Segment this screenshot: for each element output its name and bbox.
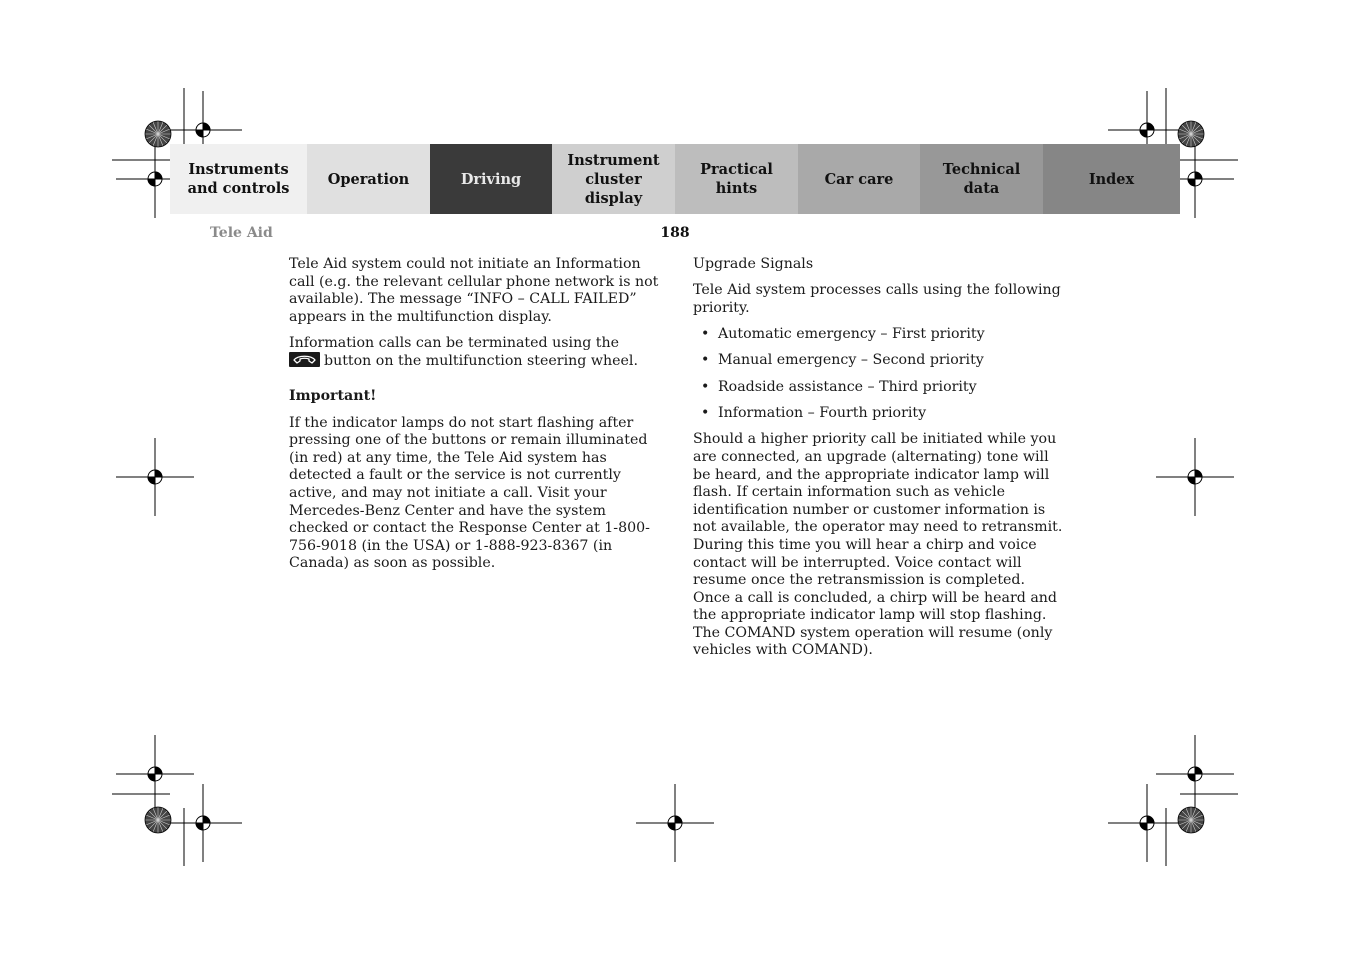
paragraph-info-call-failed: Tele Aid system could not initiate an Information call (e.g. the relevant cellular phone network is not available). The message “INFO – CALL FAILED” appears in the multifunction display.	[289, 256, 659, 325]
list-item: • Information – Fourth priority	[693, 405, 1063, 423]
text-before-icon: Information calls can be terminated using the	[289, 334, 620, 351]
section-tabs	[170, 144, 1180, 214]
section-title: Tele Aid	[210, 225, 273, 241]
tab-technical-data[interactable]	[920, 144, 1043, 214]
tab-label: Practical hints	[700, 161, 773, 197]
tab-label: Operation	[327, 170, 410, 188]
paragraph-priority-intro: Tele Aid system processes calls using the following priority.	[693, 282, 1061, 316]
paragraph-upgrade-details: Should a higher priority call be initiated while you are connected, an upgrade (alternating) tone will be heard, and the appropriate indicator lamp will flash. If certain information such as vehicle identification number or customer information is not available, the operator may need to retransmit. During this time you will hear a chirp and voice contact will be interrupted. Voice contact will resume once the retransmission is completed. Once a call is concluded, a chirp will be heard and the appropriate indicator lamp will stop flashing. The COMAND system operation will resume (only vehicles with COMAND).	[693, 431, 1063, 659]
paragraph-terminate-call	[289, 335, 661, 371]
important-heading: Important!	[289, 388, 377, 405]
tab-index[interactable]	[1043, 144, 1180, 214]
tab-instruments-and-controls[interactable]	[170, 144, 307, 214]
tab-operation[interactable]	[307, 144, 430, 214]
list-item: • Automatic emergency – First priority	[693, 326, 1063, 344]
tab-car-care[interactable]	[798, 144, 920, 214]
tab-label: Instrument cluster display	[567, 151, 660, 207]
page-number: 188	[660, 225, 690, 241]
tab-label: Instruments and controls	[187, 161, 290, 197]
priority-list	[693, 326, 1063, 423]
left-column	[289, 256, 661, 582]
text-after-icon: button on the multifunction steering wheel.	[324, 353, 638, 370]
paragraph-important: If the indicator lamps do not start flashing after pressing one of the buttons or remain illuminated (in red) at any time, the Tele Aid system has detected a fault or the service is not currently active, and may not initiate a call. Visit your Mercedes-Benz Center and have the system checked or contact the Response Center at 1-800-756-9018 (in the USA) or 1-888-923-8367 (in Canada) as soon as possible.	[289, 414, 650, 572]
tab-label: Technical data	[942, 161, 1021, 197]
right-column	[693, 256, 1063, 669]
tab-instrument-cluster-display[interactable]	[552, 144, 675, 214]
tab-driving[interactable]	[430, 144, 552, 214]
tab-label: Driving	[460, 170, 522, 188]
phone-hang-up-icon	[289, 352, 320, 367]
upgrade-signals-heading: Upgrade Signals	[693, 256, 814, 272]
tab-label: Car care	[824, 170, 894, 188]
list-item: • Manual emergency – Second priority	[693, 352, 1063, 370]
tab-practical-hints[interactable]	[675, 144, 798, 214]
tab-label: Index	[1088, 170, 1135, 188]
list-item: • Roadside assistance – Third priority	[693, 379, 1063, 397]
